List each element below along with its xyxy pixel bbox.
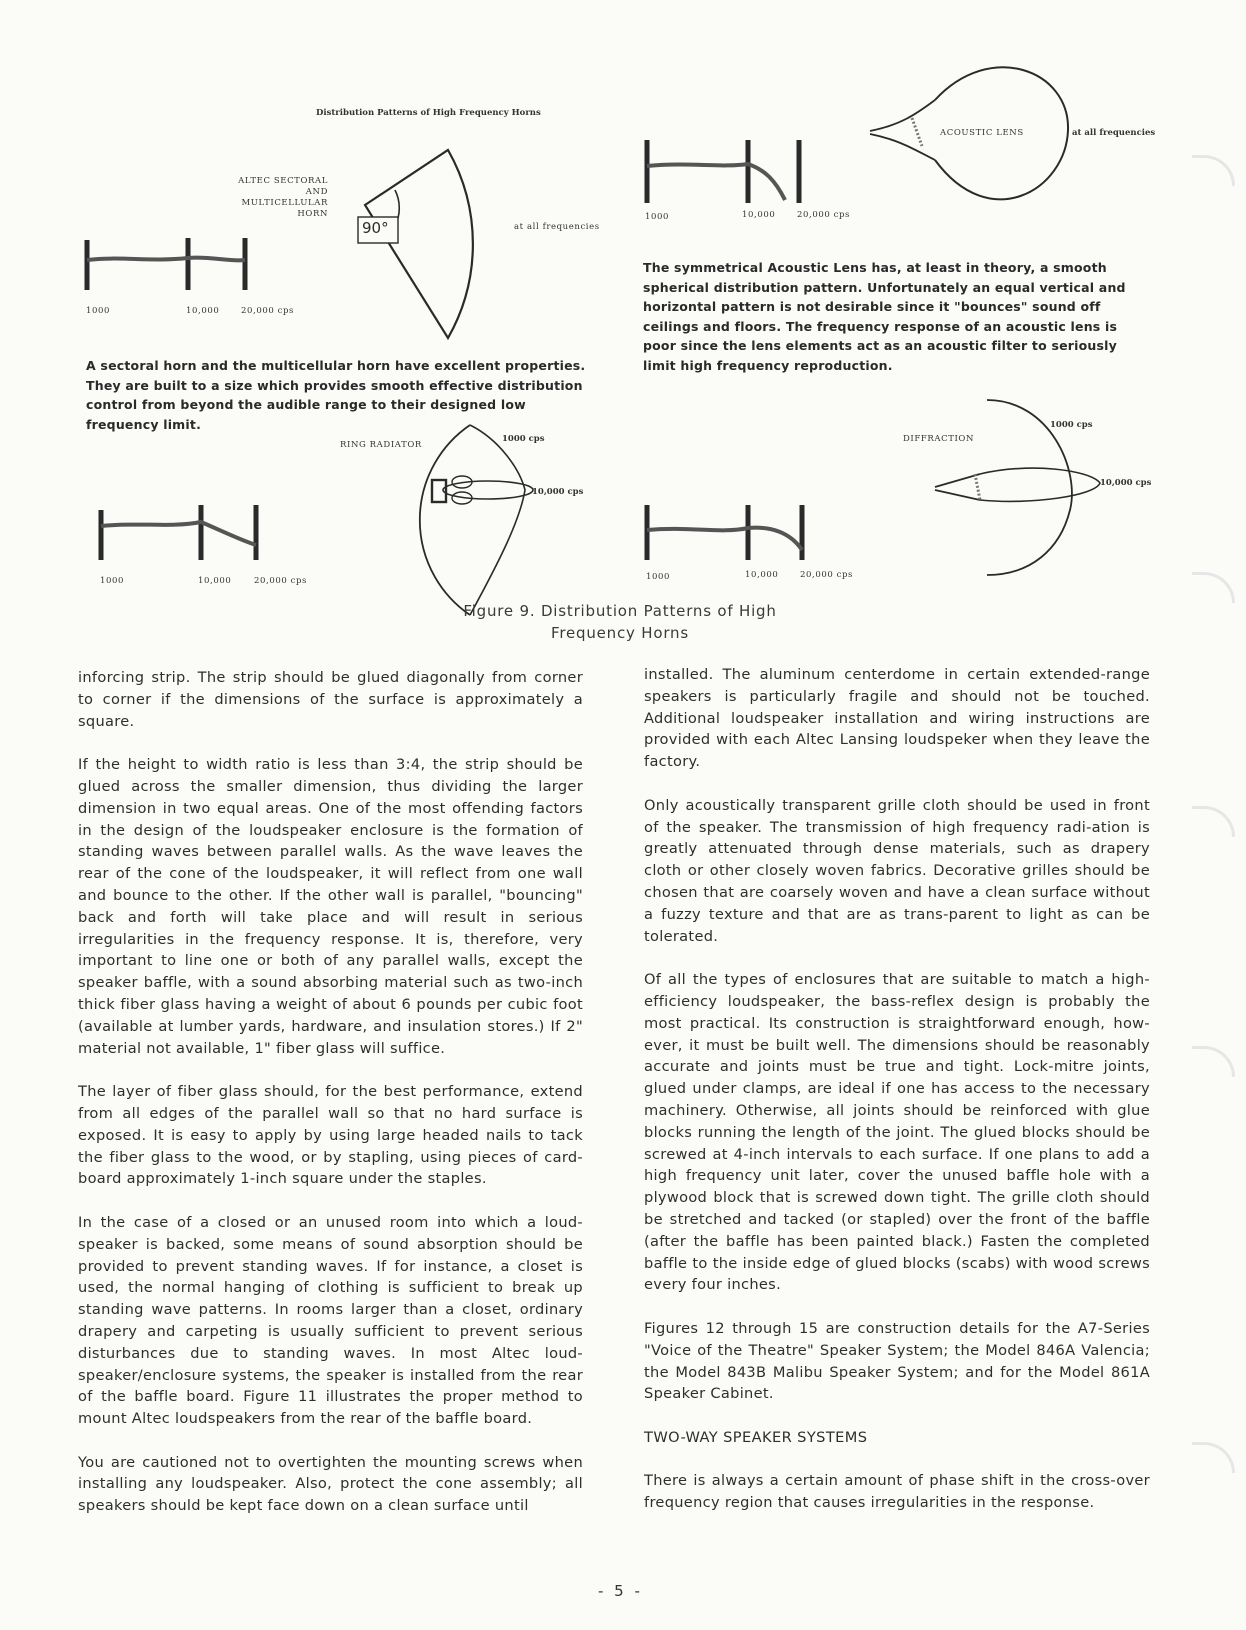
right-paragraph-2: Only acoustically transparent grille cloth should be used in front of the speaker. The transmission of high frequency radi-ation is greatly attenuated through dense materials, such as drapery cloth or other closely woven fabrics. Decorative grilles should be chosen that are coarsely woven and have a clean surface without a fuzzy texture and that are as trans-parent to light as can be tolerated. [644, 796, 1150, 945]
section-heading: TWO-WAY SPEAKER SYSTEMS [644, 1428, 868, 1446]
fig2-axis-1000: 1000 [645, 212, 670, 222]
fig1-horn-label-line1: ALTEC SECTORAL AND [238, 176, 328, 197]
right-paragraph-3: Of all the types of enclosures that are suitable to match a high-efficiency loudspeaker, the bass-reflex design is probably the most practical. Its construction is straightforward enough, how-ever, it must be built well. The dimensions should be reasonably accurate and joints must be true and tight. Lock-mitre joints, glued under clamps, are ideal if one has access to the necessary machinery. Otherwise, all joints should be reinforced with glue blocks running the length of the joint. The glued blocks should be screwed at 4-inch intervals to each surface. If one plans to add a high frequency unit later, cover the unused baffle hole with a plywood block that is screwed down tight. The grille cloth should be stretched and tacked (or stapled) over the front of the baffle (after the baffle has been painted black.) Fasten the completed baffle to the inside edge of glued blocks (scabs) with wood screws every four inches. [644, 971, 1150, 1294]
right-paragraph-5: There is always a certain amount of phase shift in the cross-over frequency region that causes irregularities in the response. [644, 1472, 1150, 1512]
left-paragraph-5: You are cautioned not to overtighten the mounting screws when installing any loudspeaker. Also, protect the cone assembly; all speakers should be kept face down on a clean surface until [78, 1453, 583, 1515]
fig4-axis-10000: 10,000 [745, 570, 779, 580]
fig1-freq-note: at all frequencies [514, 222, 600, 232]
fig3-axis-10000: 10,000 [198, 576, 232, 586]
left-paragraph-3: The layer of fiber glass should, for the best performance, extend from all edges of the parallel wall so that no hard surface is exposed. It is easy to apply by using large headed nails to tack the fiber glass to the wood, or by stapling, using pieces of card-board approximately 1-inch square under the staples. [78, 1083, 583, 1188]
fig2-freq-note: at all frequencies [1072, 128, 1156, 138]
fig3-f2: 10,000 cps [532, 487, 584, 497]
figure-caption-line1: Figure 9. Distribution Patterns of High [463, 602, 777, 620]
binder-hole-mark [1192, 806, 1235, 837]
page-number: - 5 - [598, 1582, 643, 1600]
fig4-f1: 1000 cps [1050, 420, 1093, 430]
fig4-axis-20000: 20,000 cps [800, 570, 854, 580]
response-bars-3 [101, 505, 256, 560]
right-paragraph-4: Figures 12 through 15 are construction details for the A7-Series "Voice of the Theatre" Speaker System; the Model 846A Valencia; the Model 843B Malibu Speaker System; and for the Model 861A Speaker Cabinet. [644, 1319, 1150, 1403]
fig1-title: Distribution Patterns of High Frequency Horns [316, 108, 541, 118]
fig2-caption: The symmetrical Acoustic Lens has, at least in theory, a smooth spherical distribution pattern. Unfortunately an equal vertical and horizontal pattern is not desirable since it "bounces" sound off ceilings and floors. The frequency response of an acoustic lens is poor since the lens elements act as an acoustic filter to seriously limit high frequency reproduction. [643, 260, 1126, 373]
fig4-label: DIFFRACTION [903, 434, 975, 444]
figure-caption [420, 600, 820, 644]
left-paragraph-1: inforcing strip. The strip should be glued diagonally from corner to corner if the dimensions of the surface is approximately a square. [78, 669, 583, 730]
fig1-axis-10000: 10,000 [186, 306, 220, 316]
fig1-angle: 90° [362, 219, 389, 237]
fig2-lens-label: ACOUSTIC LENS [940, 128, 1024, 138]
left-column [78, 667, 583, 1539]
fig4-axis-1000: 1000 [646, 572, 671, 582]
fig1-horn-label [218, 176, 328, 220]
left-paragraph-4: In the case of a closed or an unused room into which a loud-speaker is backed, some means of sound absorption should be provided to prevent standing waves. If for instance, a closet is used, the normal hanging of clothing is sufficient to break up standing wave patterns. In rooms larger than a closet, ordinary drapery and carpeting is usually sufficient to prevent serious disturbances due to standing waves. In most Altec loud-speaker/enclosure systems, the speaker is installed from the rear of the baffle board. Figure 11 illustrates the proper method to mount Altec loudspeakers from the rear of the baffle board. [78, 1213, 583, 1428]
binder-hole-mark [1192, 1046, 1235, 1077]
fig2-axis-20000: 20,000 cps [797, 210, 851, 220]
fig2-axis-10000: 10,000 [742, 210, 776, 220]
response-bars-2 [647, 140, 799, 203]
fig3-f1: 1000 cps [502, 434, 545, 444]
right-paragraph-1: installed. The aluminum centerdome in certain extended-range speakers is particularly fragile and should not be touched. Additional loudspeaker installation and wiring instructions are provided with each Altec Lansing loudspeker when they leave the factory. [644, 666, 1150, 771]
fig4-f2: 10,000 cps [1100, 478, 1152, 488]
fig1-axis-20000: 20,000 cps [241, 306, 295, 316]
fig1-horn-label-line2: MULTICELLULAR HORN [241, 198, 328, 219]
binder-hole-mark [1192, 1442, 1235, 1473]
left-paragraph-2: If the height to width ratio is less than 3:4, the strip should be glued across the smaller dimension, thus dividing the larger dimension in two equal areas. One of the most offending factors in the design of the loudspeaker enclosure is the formation of standing waves between parallel walls. As the wave leaves the rear of the cone of the loudspeaker, it will reflect from one wall and bounce to the other. If the other wall is parallel, "bouncing" back and forth will take place and will result in serious irregularities in the frequency response. It is, therefore, very important to line one or both of any parallel walls, except the speaker baffle, with a sound absorbing material such as two-inch thick fiber glass having a weight of about 6 pounds per cubic foot (available at lumber yards, hardware, and insulation stores.) If 2" material not available, 1" fiber glass will suffice. [78, 756, 583, 1057]
fig1-axis-1000: 1000 [86, 306, 111, 316]
response-bars-1 [87, 238, 245, 290]
ring-radiator-diagram [420, 425, 533, 615]
figure-caption-line2: Frequency Horns [551, 624, 689, 642]
fig3-axis-1000: 1000 [100, 576, 125, 586]
sectoral-horn-diagram [358, 150, 473, 338]
fig1-caption: A sectoral horn and the multicellular horn have excellent properties. They are built to a size which provides smooth effective distribution control from beyond the audible range to their designed low frequency limit. [86, 358, 586, 432]
fig3-label: RING RADIATOR [340, 440, 422, 450]
fig3-axis-20000: 20,000 cps [254, 576, 308, 586]
right-column [644, 664, 1150, 1536]
